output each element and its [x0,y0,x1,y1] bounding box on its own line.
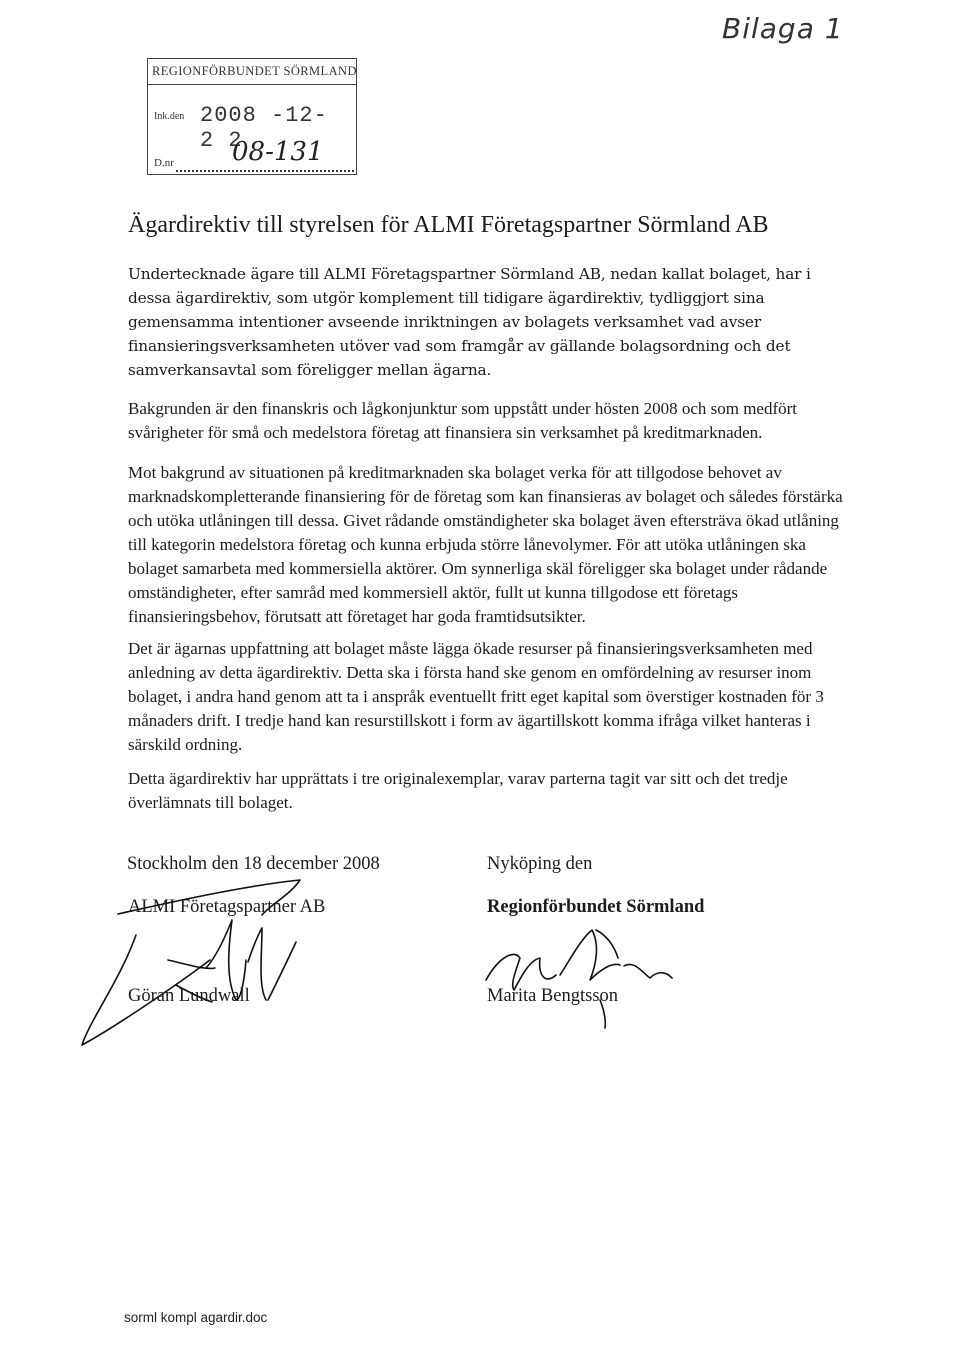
document-title: Ägardirektiv till styrelsen för ALMI Företagspartner Sörmland AB [128,212,769,238]
signature-left-stroke [168,960,215,968]
signature-right-stroke [624,964,672,978]
stamp-dnr-line [176,170,354,172]
paragraph-intro: Undertecknade ägare till ALMI Företagspartner Sörmland AB, nedan kallat bolaget, har i dessa ägardirektiv, som utgör komplement till tidigare ägardirektiv, tydliggjort sina gemensamma intentioner avseende inriktningen av bolagets verksamhet vad avser finansieringsverksamheten utöver vad som framgår av gällande bolagsordning och det samverkansavtal som föreligger mellan ägarna. [128,265,811,379]
registration-stamp [147,58,357,175]
handwritten-annotation: Bilaga 1 [722,12,844,45]
stamp-received-date: 2008 -12- 2 2 [200,103,328,153]
signature-right-place-date: Nyköping den [487,854,593,874]
stamp-dnr-label: D.nr [154,157,174,169]
signature-left-stroke [248,928,266,1000]
paragraph-copies: Detta ägardirektiv har upprättats i tre originalexemplar, varav parterna tagit var sitt och det tredje överlämnats till bolaget. [128,769,788,812]
stamp-received-label: Ink.den [154,111,185,122]
signature-right-stroke [596,930,618,958]
paragraph-background: Bakgrunden är den finanskris och lågkonjunktur som uppstått under hösten 2008 och som medfört svårigheter för små och medelstora företag att finansiera sin verksamhet på kreditmarknaden. [128,399,798,442]
stamp-header: REGIONFÖRBUNDET SÖRMLAND [148,59,356,85]
signature-right-name: Marita Bengtsson [487,986,619,1006]
paragraph-directive: Mot bakgrund av situationen på kreditmarknaden ska bolaget verka för att tillgodose behovet av marknadskompletterande finansiering för de företag som kan finansieras av bolaget och således förstärka och utöka utlåningen till dessa. Givet rådande omständigheter ska bolaget även eftersträva ökad utlåning till kategorin medelstora företag och kunna erbjuda större lånevolymer. För att utöka utlåningen ska bolaget samarbeta med kommersiella aktörer. Om synnerliga skäl föreligger ska bolaget under rådande omständigheter, efter samråd med kommersiell aktör, fullt ut kunna tillgodose ett företags finansieringsbehov, förutsatt att företaget har goda framtidsutsikter. [128,463,843,626]
signature-right-stroke [560,930,620,980]
signature-right-stroke [486,954,556,990]
signature-left-organization: ALMI Företagspartner AB [128,897,326,917]
signature-right-organization: Regionförbundet Sörmland [487,897,705,917]
signature-left-stroke [268,942,296,1000]
stamp-dnr-value: 08-131 [232,137,324,167]
paragraph-resources: Det är ägarnas uppfattning att bolaget måste lägga ökade resurser på finansieringsverksamheten med anledning av detta ägardirektiv. Detta ska i första hand ske genom en omfördelning av resurser inom bolaget, i andra hand genom att ta i anspråk eventuellt fritt eget kapital som överstiger kostnaden för 3 månaders drift. I tredje hand kan resurstillskott i form av ägartillskott komma ifråga vilket hanteras i särskild ordning. [128,639,824,754]
signature-left-name: Göran Lundwall [128,986,250,1006]
signature-left-place-date: Stockholm den 18 december 2008 [127,854,380,874]
footer-filename: sorml kompl agardir.doc [124,1310,268,1325]
